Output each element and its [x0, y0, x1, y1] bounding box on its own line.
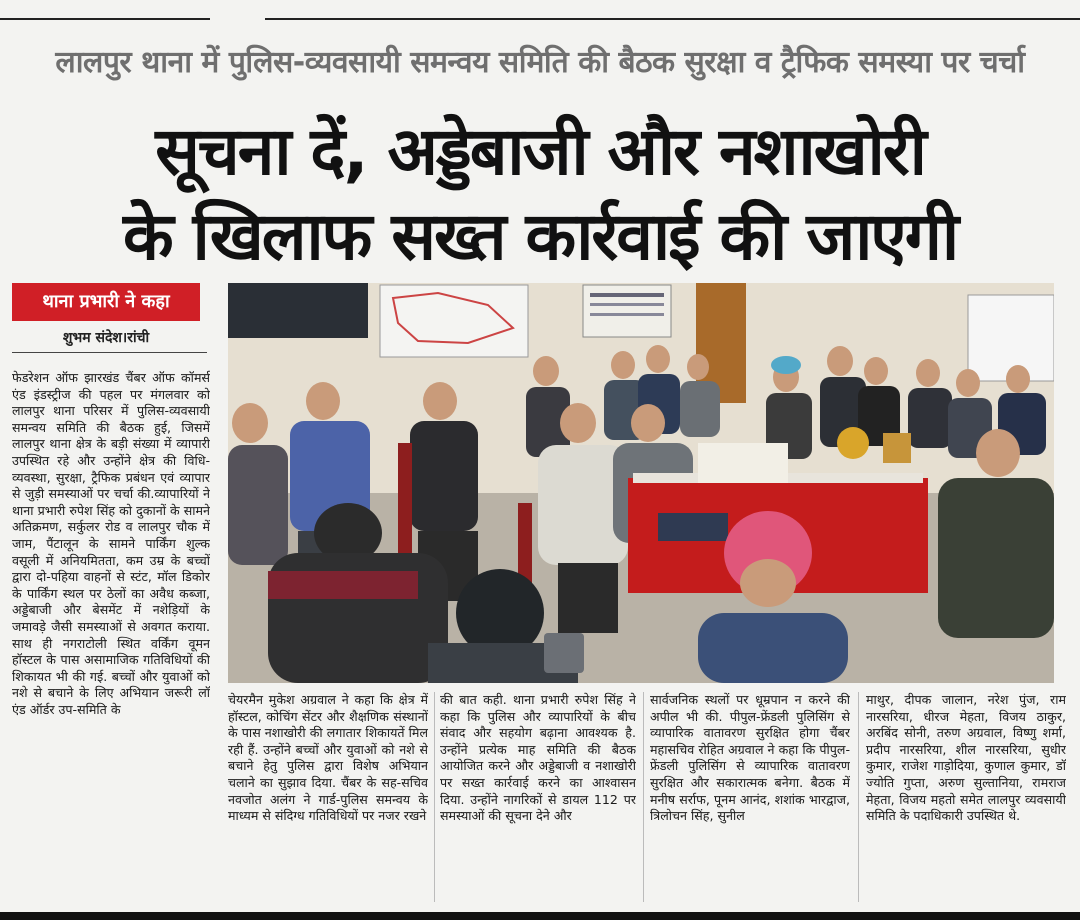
- top-rule-right: [265, 18, 1080, 20]
- headline-line-1: सूचना दें, अड्डेबाजी और नशाखोरी: [155, 113, 925, 190]
- column-rule: [434, 692, 435, 902]
- headline-line-2: के खिलाफ सख्त कार्रवाई की जाएगी: [122, 198, 958, 275]
- article-column-4: [650, 692, 850, 917]
- meeting-photo: [228, 283, 1054, 683]
- article-column-2: [228, 692, 428, 917]
- article-column-1: [12, 370, 210, 915]
- column-rule: [643, 692, 644, 902]
- article-text-1: फेडरेशन ऑफ झारखंड चैंबर ऑफ कॉमर्स एंड इंडस्ट्रीज की पहल पर मंगलवार को लालपुर थाना परिसर में पुलिस-व्यवसायी समन्वय समिति की बैठक हुई, जिसमें लालपुर थाना क्षेत्र के बड़ी संख्या में व्यापारी उपस्थित रहे और उन्होंने क्षेत्र की विधि-व्यवस्था, सुरक्षा, ट्रैफिक प्रबंधन एवं व्यापार से जुड़ी समस्याओं पर चर्चा की.व्यापारियों ने थाना प्रभारी रुपेश सिंह को दुकानों के सामने अतिक्रमण, सर्कुलर रोड व लालपुर चौक में जाम, पैंटालून के सामने पार्किंग शुल्क वसूली में अनियमितता, कम उम्र के बच्चों द्वारा दो-पहिया वाहनों से स्टंट, मॉल डिकोर के पार्किंग स्थल पर ठेलों का अवैध कब्जा, अड्डेबाजी और बेसमेंट में नशेड़ियों के जमावड़े जैसी समस्याओं से अवगत कराया. साथ ही नगराटोली स्थित वर्किंग वूमन हॉस्टल के पास असामाजिक गतिविधियों की शिकायत भी की गई. बच्चों और युवाओं को नशे से बचाने के लिए अभियान जरूरी लॉ एंड ऑर्डर उप-समिति के: [12, 370, 210, 717]
- article-column-3: [440, 692, 636, 917]
- section-tag: थाना प्रभारी ने कहा: [12, 283, 200, 321]
- article-text-2: चेयरमैन मुकेश अग्रवाल ने कहा कि क्षेत्र में हॉस्टल, कोचिंग सेंटर और शैक्षणिक संस्थानों के पास नशाखोरी की लगातार शिकायतें मिल रही हैं. उन्होंने बच्चों और युवाओं को नशे से बचाने हेतु पुलिस द्वारा विशेष अभियान चलाने का सुझाव दिया. चैंबर के सह-सचिव नवजोत अलंग ने गार्ड-पुलिस समन्वय के माध्यम से संदिग्ध गतिविधियों पर नजर रखने: [228, 692, 428, 824]
- byline: शुभम संदेश।रांची: [62, 330, 150, 346]
- kicker-headline: लालपुर थाना में पुलिस-व्यवसायी समन्वय समिति की बैठक सुरक्षा व ट्रैफिक समस्या पर चर्चा: [55, 45, 1025, 80]
- article-text-3: की बात कही. थाना प्रभारी रुपेश सिंह ने कहा कि पुलिस और व्यापारियों के बीच संवाद और सहयोग बढ़ाना आवश्यक है. उन्होंने प्रत्येक माह समिति की बैठक आयोजित करने और अड्डेबाजी व नशाखोरी पर सख्त कार्रवाई करने का आश्वासन दिया. उन्होंने नागरिकों से डायल 112 पर समस्याओं की सूचना देने और: [440, 692, 636, 824]
- top-rule-left: [0, 18, 210, 20]
- article-text-4: सार्वजनिक स्थलों पर धूम्रपान न करने की अपील भी की. पीपुल-फ्रेंडली पुलिसिंग से व्यापारिक वातावरण सुरक्षित होगा चैंबर महासचिव रोहित अग्रवाल ने कहा कि पीपुल-फ्रेंडली पुलिसिंग से व्यापारिक वातावरण सुरक्षित और सकारात्मक बनेगा. बैठक में मनीष सर्राफ, पूनम आनंद, शशांक भारद्वाज, त्रिलोचन सिंह, सुनील: [650, 692, 850, 824]
- bottom-cut-headline-strip: [0, 912, 1080, 920]
- meeting-photo-illustration: [228, 283, 1054, 683]
- byline-rule: [12, 352, 207, 353]
- column-rule: [858, 692, 859, 902]
- article-column-5: [866, 692, 1066, 917]
- article-text-5: माथुर, दीपक जालान, नरेश पुंज, राम नारसरिया, धीरज मेहता, विजय ठाकुर, अरबिंद सोनी, तरुण अग्रवाल, विष्णु शर्मा, प्रदीप नारसरिया, शील नारसरिया, सुधीर कुमार, राजेश गाड़ोदिया, कुणाल कुमार, डॉ ज्योति गुप्ता, अरुण सुल्तानिया, रामराज मेहता, विजय महतो समेत लालपुर व्यवसायी समिति के पदाधिकारी उपस्थित थे.: [866, 692, 1066, 824]
